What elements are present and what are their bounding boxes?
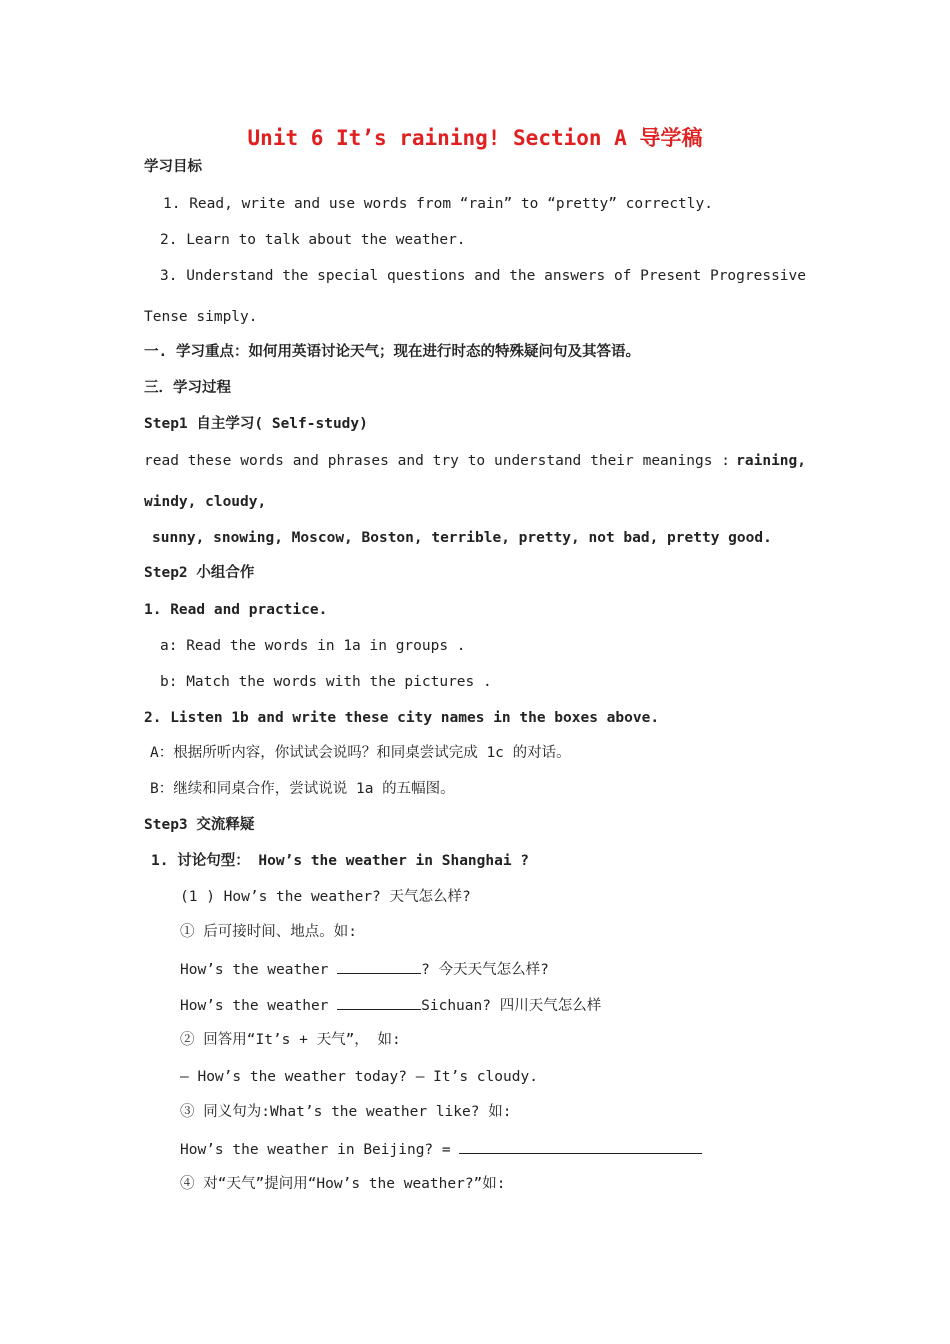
step1-heading: Step1 自主学习( Self-study) [144, 416, 368, 432]
step3-note-1: ① 后可接时间、地点。如: [180, 924, 357, 940]
objective-1: 1. Read, write and use words from “rain” to “pretty” correctly. [163, 196, 713, 212]
process-heading: 三．学习过程 [144, 380, 231, 396]
step3-example-3 [180, 1138, 702, 1160]
fill-blank-today[interactable] [337, 958, 421, 974]
objective-3-continued: Tense simply. [144, 309, 258, 325]
example-1a-prefix: How’s the weather [180, 962, 338, 978]
step2-item-1b: b: Match the words with the pictures . [160, 674, 492, 690]
step2-item-1a: a: Read the words in 1a in groups . [160, 638, 466, 654]
step3-example-1b [180, 994, 601, 1016]
step3-item-1: 1. 讨论句型： How’s the weather in Shanghai ? [151, 853, 530, 869]
objectives-heading: 学习目标 [144, 159, 202, 175]
step2-item-2: 2. Listen 1b and write these city names in the boxes above. [144, 710, 660, 726]
example-1b-prefix: How’s the weather [180, 998, 338, 1014]
step3-example-2: — How’s the weather today? — It’s cloudy. [180, 1069, 538, 1085]
step1-instruction-line [144, 451, 806, 471]
fill-blank-in[interactable] [337, 994, 421, 1010]
example-3-prefix: How’s the weather in Beijing? = [180, 1142, 460, 1158]
step1-words-b: windy, cloudy, [144, 494, 267, 510]
step2-item-2a: A：根据所听内容，你试试会说吗？和同桌尝试完成 1c 的对话。 [150, 745, 571, 761]
step3-note-4: ④ 对“天气”提问用“How’s the weather?”如: [180, 1176, 506, 1192]
step2-heading: Step2 小组合作 [144, 565, 255, 581]
example-1a-suffix: ? 今天天气怎么样? [421, 962, 549, 978]
step1-instruction: read these words and phrases and try to understand their meanings : [144, 453, 730, 469]
step3-sub-1: (1 ) How’s the weather? 天气怎么样? [180, 889, 471, 905]
step3-heading: Step3 交流释疑 [144, 817, 255, 833]
step1-words-a: raining, [736, 453, 806, 469]
example-1b-suffix: Sichuan? 四川天气怎么样 [421, 998, 602, 1014]
fill-blank-synonym[interactable] [459, 1138, 702, 1154]
step3-note-2: ② 回答用“It’s + 天气”， 如: [180, 1032, 401, 1048]
step2-item-1: 1. Read and practice. [144, 602, 328, 618]
step3-note-3: ③ 同义句为:What’s the weather like? 如: [180, 1104, 512, 1120]
step1-words-c: sunny, snowing, Moscow, Boston, terrible, pretty, not bad, pretty good. [152, 530, 772, 546]
key-points: 一. 学习重点：如何用英语讨论天气；现在进行时态的特殊疑问句及其答语。 [144, 344, 640, 360]
step3-example-1a [180, 958, 549, 980]
objective-3: 3. Understand the special questions and the answers of Present Progressive [160, 268, 807, 284]
document-title: Unit 6 It’s raining! Section A 导学稿 [247, 126, 703, 150]
step2-item-2b: B：继续和同桌合作，尝试说说 1a 的五幅图。 [150, 781, 455, 797]
objective-2: 2. Learn to talk about the weather. [160, 232, 466, 248]
